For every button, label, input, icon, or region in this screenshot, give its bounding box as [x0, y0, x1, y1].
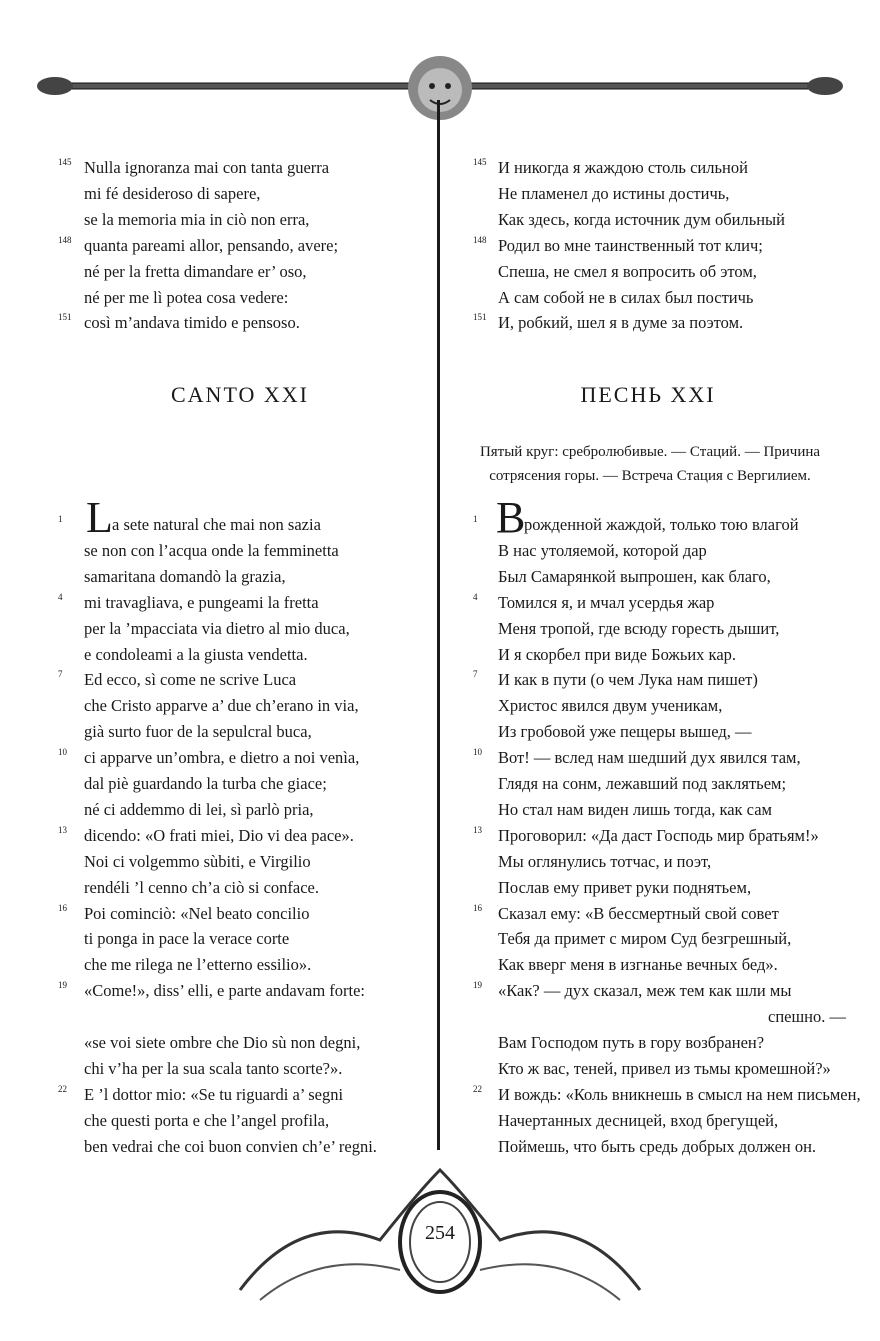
verse-line: che Cristo apparve a’ due ch’erano in via,	[84, 696, 359, 716]
line-number: 1	[473, 514, 478, 524]
verse-line: che me rilega ne l’etterno essilio».	[84, 955, 312, 975]
center-divider	[437, 100, 440, 1150]
verse-line: Но стал нам виден лишь тогда, как сам	[498, 799, 772, 819]
dropcap-russian: В	[496, 493, 526, 542]
line-number: 4	[58, 591, 63, 602]
verse-line: mi fé desideroso di sapere,	[84, 183, 261, 203]
verse-line: И никогда я жаждою столь сильной	[498, 158, 748, 177]
line-number: 10	[473, 747, 482, 758]
verse-line: Noi ci volgemmo sùbiti, e Virgilio	[84, 851, 311, 871]
verse-line: Томился я, и мчал усердья жар	[498, 592, 715, 612]
verse-line: «Как? — дух сказал, меж тем как шли мы	[498, 981, 792, 1001]
verse-line: ci apparve un’ombra, e dietro a noi venìa,	[84, 748, 360, 768]
line-number: 151	[473, 312, 487, 323]
lion-mask-icon	[408, 56, 472, 120]
verse-line: Проговорил: «Да даст Господь мир братьям!»	[498, 825, 819, 845]
line-number: 13	[473, 824, 482, 835]
verse-line: dicendo: «O frati miei, Dio vi dea pace».	[84, 825, 354, 845]
line-number: 148	[473, 234, 487, 245]
verse-line: Глядя на сонм, лежавший под заклятьем;	[498, 774, 787, 793]
verse-line: a sete natural che mai non sazia	[112, 515, 321, 534]
canto-title-russian: ПЕСНЬ XXI	[580, 382, 716, 407]
verse-line: E ’l dottor mio: «Se tu riguardi a’ segni	[84, 1084, 344, 1104]
canto-title-italian: CANTO XXI	[171, 382, 309, 407]
ornamental-rod	[0, 50, 880, 140]
verse-line: per la ’mpacciata via dietro al mio duca,	[84, 618, 350, 638]
verse-line: che questi porta e che l’angel profila,	[84, 1110, 330, 1130]
verse-line: Послав ему привет руки поднятьем,	[498, 877, 752, 897]
verse-line: Из гробовой уже пещеры вышед, —	[498, 722, 752, 742]
verse-line: né ci addemmo di lei, sì parlò pria,	[84, 799, 314, 819]
verse-line: Христос явился двум ученикам,	[498, 696, 723, 716]
line-number: 22	[473, 1083, 482, 1094]
verse-line: ti ponga in pace la verace corte	[84, 929, 290, 949]
line-number: 145	[58, 157, 72, 167]
verse-line: Poi cominciò: «Nel beato concilio	[84, 903, 310, 923]
verse-line: Поймешь, что быть средь добрых должен он.	[498, 1136, 817, 1156]
verse-line: И как в пути (о чем Лука нам пишет)	[498, 670, 758, 690]
verse-line: già surto fuor de la sepulcral buca,	[84, 722, 312, 742]
verse-line: dal piè guardando la turba che giace;	[84, 774, 327, 793]
line-number: 19	[473, 980, 482, 991]
summary-line: сотрясения горы. — Встреча Стация с Вергилием.	[489, 468, 811, 484]
verse-line: né per me lì potea cosa vedere:	[84, 287, 289, 307]
verse-line: Вам Господом путь в гору возбранен?	[498, 1033, 765, 1052]
summary-line: Пятый круг: сребролюбивые. — Стаций. — Причина	[479, 444, 821, 460]
verse-line: quanta pareami allor, pensando, avere;	[84, 235, 339, 255]
line-number: 10	[58, 747, 67, 758]
verse-line: samaritana domandò la grazia,	[84, 566, 286, 586]
line-number: 22	[58, 1083, 67, 1094]
line-number: 148	[58, 234, 72, 245]
verse-line: né per la fretta dimandare er’ oso,	[84, 261, 307, 281]
verse-line: se non con l’acqua onde la femminetta	[84, 540, 339, 560]
line-number: 1	[58, 514, 63, 524]
verse-line: Мы оглянулись тотчас, и поэт,	[498, 851, 712, 871]
verse-line: И я скорбел при виде Божьих кар.	[498, 644, 737, 664]
verse-line: В нас утоляемой, которой дар	[498, 540, 707, 560]
verse-line: rendéli ’l cenno ch’a ciò si conface.	[84, 877, 320, 897]
verse-line: se la memoria mia in ciò non erra,	[84, 209, 310, 229]
line-number: 145	[473, 157, 487, 167]
line-number: 19	[58, 980, 67, 991]
verse-line: Вот! — вслед нам шедший дух явился там,	[498, 748, 801, 768]
line-number: 7	[473, 669, 478, 680]
line-number: 13	[58, 824, 67, 835]
line-number: 16	[58, 902, 67, 913]
dropcap-italian: L	[86, 493, 113, 542]
verse-line: спешно. —	[768, 1007, 847, 1027]
verse-line: e condoleami a la giusta vendetta.	[84, 644, 308, 664]
line-number: 16	[473, 902, 482, 913]
verse-line: Кто ж вас, теней, привел из тьмы кромешной?»	[498, 1058, 831, 1078]
verse-line: А сам собой не в силах был постичь	[498, 287, 754, 307]
verse-line: Начертанных десницей, вход брегущей,	[498, 1110, 779, 1130]
right-finial-icon	[807, 77, 843, 95]
verse-line: И, робкий, шел я в думе за поэтом.	[498, 313, 744, 333]
verse-line: così m’andava timido e pensoso.	[84, 313, 300, 333]
verse-line: mi travagliava, e pungeami la fretta	[84, 592, 319, 612]
verse-line: Как здесь, когда источник дум обильный	[498, 209, 785, 229]
verse-line: Спеша, не смел я вопросить об этом,	[498, 261, 757, 281]
line-number: 4	[473, 591, 478, 602]
verse-line: Ed ecco, sì come ne scrive Luca	[84, 670, 297, 690]
page-number: 254	[425, 1222, 455, 1244]
verse-line: Nulla ignoranza mai con tanta guerra	[84, 158, 330, 177]
verse-line: Был Самарянкой выпрошен, как благо,	[498, 566, 771, 586]
verse-line: Как вверг меня в изгнанье вечных бед».	[498, 955, 778, 975]
verse-line: Тебя да примет с миром Суд безгрешный,	[498, 929, 792, 949]
verse-line: ben vedrai che coi buon convien ch’e’ regni.	[84, 1136, 377, 1156]
verse-line: «se voi siete ombre che Dio sù non degni,	[84, 1033, 361, 1052]
verse-line: И вождь: «Коль вникнешь в смысл на нем письмен,	[498, 1084, 861, 1104]
verse-line: Сказал ему: «В бессмертный свой совет	[498, 903, 779, 923]
line-number: 7	[58, 669, 63, 680]
line-number: 151	[58, 312, 72, 323]
verse-line: chi v’ha per la sua scala tanto scorte?».	[84, 1058, 343, 1078]
canto-summary	[452, 440, 848, 488]
verse-line: Не пламенел до истины достичь,	[498, 183, 730, 203]
verse-line: Родил во мне таинственный тот клич;	[498, 235, 763, 255]
verse-line: Меня тропой, где всюду горесть дышит,	[498, 618, 780, 638]
left-finial-icon	[37, 77, 73, 95]
verse-line: «Come!», diss’ elli, e parte andavam forte:	[84, 981, 366, 1001]
verse-line: рожденной жаждой, только тою влагой	[524, 515, 799, 534]
